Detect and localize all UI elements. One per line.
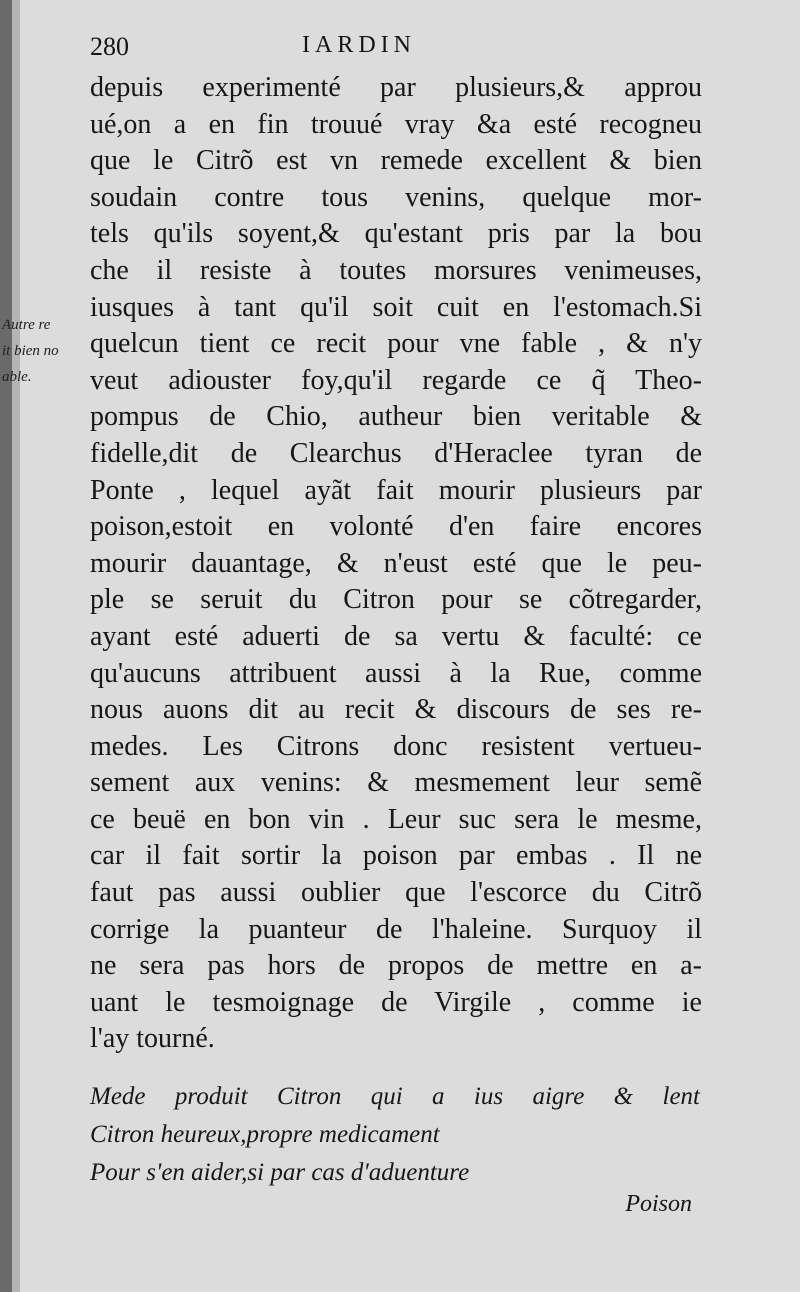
verse-line: Citron heureux,propre medicament	[90, 1121, 440, 1148]
running-title: IARDIN	[302, 32, 416, 58]
text-line: veut adiouster foy,qu'il regarde ce q̃ Theo-	[90, 364, 702, 396]
body-text	[90, 70, 702, 1058]
text-line: l'ay tourné.	[90, 1023, 215, 1055]
text-line: ple se seruit du Citron pour se cõtregarder,	[90, 584, 702, 616]
page-number: 280	[90, 32, 129, 61]
text-line: iusques à tant qu'il soit cuit en l'estomach.Si	[90, 291, 702, 323]
text-line: fidelle,dit de Clearchus d'Heraclee tyran de	[90, 437, 702, 469]
text-line: soudain contre tous venins, quelque mor-	[90, 181, 702, 213]
text-line: faut pas aussi oublier que l'escorce du Citrõ	[90, 877, 702, 909]
text-line: pompus de Chio, autheur bien veritable &	[90, 401, 702, 433]
text-line: quelcun tient ce recit pour vne fable , & n'y	[90, 328, 702, 360]
text-line: sement aux venins: & mesmement leur semẽ	[90, 767, 702, 799]
verse-line: Pour s'en aider,si par cas d'aduenture	[90, 1159, 470, 1186]
margin-note-line: Autre re	[2, 317, 51, 333]
margin-note-line: it bien no	[2, 343, 59, 359]
text-line: nous auons dit au recit & discours de ses re-	[90, 694, 702, 726]
text-line: ayant esté aduerti de sa vertu & faculté: ce	[90, 620, 702, 652]
text-line: car il fait sortir la poison par embas . Il ne	[90, 840, 702, 872]
text-line: medes. Les Citrons donc resistent vertueu-	[90, 730, 702, 762]
text-line: qu'aucuns attribuent aussi à la Rue, comme	[90, 657, 702, 689]
verse-line: Mede produit Citron qui a ius aigre & lent	[90, 1083, 700, 1110]
margin-note	[2, 312, 94, 390]
binding-gutter	[0, 0, 12, 1292]
text-line: Ponte , lequel ayãt fait mourir plusieurs par	[90, 474, 702, 506]
margin-note-line: able.	[2, 369, 32, 385]
text-line: ué,on a en fin trouué vray &a esté recogneu	[90, 108, 702, 140]
text-line: corrige la puanteur de l'haleine. Surquoy il	[90, 913, 702, 945]
text-line: que le Citrõ est vn remede excellent & bien	[90, 145, 702, 177]
text-line: ne sera pas hors de propos de mettre en a-	[90, 950, 702, 982]
text-line: che il resiste à toutes morsures venimeuses,	[90, 254, 702, 286]
binding-shadow	[12, 0, 20, 1292]
catchword: Poison	[625, 1191, 692, 1217]
page-header	[90, 32, 690, 72]
text-line: depuis experimenté par plusieurs,& approu	[90, 72, 702, 103]
text-line: poison,estoit en volonté d'en faire encores	[90, 511, 702, 543]
text-line: tels qu'ils soyent,& qu'estant pris par la bou	[90, 218, 702, 250]
text-line: mourir dauantage, & n'eust esté que le peu-	[90, 547, 702, 579]
verse-quotation	[90, 1078, 700, 1192]
text-line: uant le tesmoignage de Virgile , comme ie	[90, 986, 702, 1018]
text-line: ce beuë en bon vin . Leur suc sera le mesme,	[90, 803, 702, 835]
